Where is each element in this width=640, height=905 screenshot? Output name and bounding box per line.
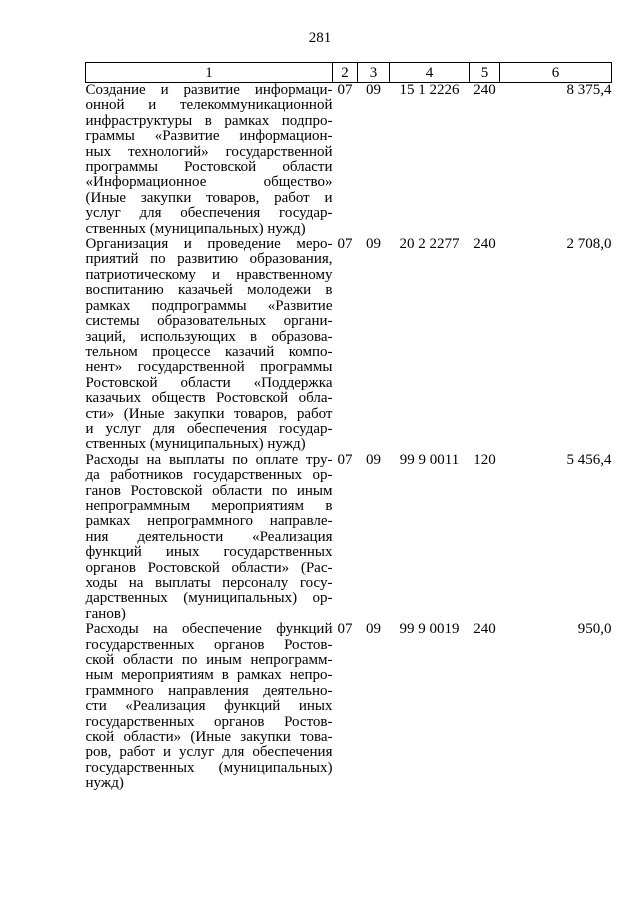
description-line: рамках подпрограммы «Развитие bbox=[85, 297, 333, 314]
description-line: и услуг для обеспечения государ- bbox=[85, 420, 333, 437]
description-line: «Информационное общество» bbox=[85, 174, 333, 191]
description-line: ственных (муниципальных) нужд) bbox=[85, 220, 306, 237]
row-expense-type-code: 240 bbox=[473, 82, 496, 98]
row-section-code: 07 bbox=[337, 236, 353, 253]
row-subsection-code: 09 bbox=[366, 451, 381, 468]
description-line: рамках непрограммного направле- bbox=[85, 513, 333, 530]
description-line: ской области» (Иные закупки това- bbox=[85, 729, 333, 746]
description-line: органов Ростовской области» (Рас- bbox=[85, 559, 333, 576]
row-description bbox=[86, 237, 333, 453]
row-section-code: 07 bbox=[337, 621, 353, 638]
row-target-item-code: 15 1 2226 bbox=[399, 82, 460, 98]
row-subsection-code: 09 bbox=[366, 621, 381, 638]
row-target-item-code: 99 9 0019 bbox=[399, 621, 460, 638]
description-line: Расходы на обеспечение функций bbox=[85, 621, 333, 638]
header-col-3: 3 bbox=[358, 63, 390, 83]
description-line: приятий по развитию образования, bbox=[85, 251, 333, 268]
description-line: дарственных (муниципальных) ор- bbox=[85, 590, 333, 607]
row-target-item-code: 99 9 0011 bbox=[399, 451, 460, 468]
budget-table bbox=[85, 62, 612, 792]
row-target-item-code: 20 2 2277 bbox=[399, 236, 460, 253]
row-section-code: 07 bbox=[337, 451, 353, 468]
description-line: ской области по иным непрограмм- bbox=[85, 652, 333, 669]
description-line: (Иные закупки товаров, работ и bbox=[85, 189, 333, 206]
row-description bbox=[86, 622, 333, 791]
description-line: непрограммным мероприятиям в bbox=[85, 497, 333, 514]
description-line: казачьих обществ Ростовской обла- bbox=[85, 390, 333, 407]
description-line: услуг для обеспечения государ- bbox=[85, 205, 333, 222]
description-line: ров, работ и услуг для обеспечения bbox=[85, 744, 333, 761]
row-amount: 2 708,0 bbox=[566, 236, 612, 253]
description-line: ганов) bbox=[85, 605, 126, 622]
description-line: инфраструктуры в рамках подпро- bbox=[85, 112, 333, 129]
description-line: государственных органов Ростов- bbox=[85, 636, 333, 653]
description-line: ным мероприятиям в рамках непро- bbox=[85, 667, 333, 684]
description-line: патриотическому и нравственному bbox=[85, 266, 333, 283]
row-subsection-code: 09 bbox=[366, 236, 381, 253]
description-line: программы Ростовской области bbox=[85, 159, 333, 176]
row-amount: 950,0 bbox=[577, 621, 612, 638]
description-line: Ростовской области «Поддержка bbox=[85, 374, 333, 391]
header-col-2: 2 bbox=[333, 63, 358, 83]
description-line: нужд) bbox=[85, 775, 124, 792]
description-line: граммы «Развитие информацион- bbox=[85, 128, 333, 145]
table-row bbox=[86, 622, 612, 791]
row-subsection-code: 09 bbox=[366, 82, 381, 98]
description-line: функций иных государственных bbox=[85, 544, 333, 561]
description-line: сти» (Иные закупки товаров, работ bbox=[85, 405, 333, 422]
row-expense-type-code: 120 bbox=[473, 451, 496, 468]
row-expense-type-code: 240 bbox=[473, 236, 496, 253]
row-description bbox=[86, 83, 333, 238]
description-line: системы образовательных органи- bbox=[85, 313, 333, 330]
row-amount: 5 456,4 bbox=[566, 451, 612, 468]
description-line: онной и телекоммуникационной bbox=[85, 97, 333, 114]
description-line: ственных (муниципальных) нужд) bbox=[85, 436, 306, 453]
description-line: заций, использующих в образова- bbox=[85, 328, 333, 345]
description-line: государственных (муниципальных) bbox=[85, 759, 333, 776]
header-col-4: 4 bbox=[390, 63, 470, 83]
description-line: сти «Реализация функций иных bbox=[85, 698, 333, 715]
description-line: тельном процессе казачий компо- bbox=[85, 343, 333, 360]
description-line: воспитанию казачьей молодежи в bbox=[85, 282, 333, 299]
description-line: ходы на выплаты персоналу госу- bbox=[85, 575, 333, 591]
table-row bbox=[86, 237, 612, 453]
header-row bbox=[86, 63, 612, 83]
row-description bbox=[86, 453, 333, 622]
row-section-code: 07 bbox=[337, 82, 353, 98]
description-line: государственных органов Ростов- bbox=[85, 713, 333, 730]
table-row bbox=[86, 453, 612, 622]
description-line: Расходы на выплаты по оплате тру- bbox=[85, 451, 333, 468]
row-amount: 8 375,4 bbox=[566, 82, 612, 98]
description-line: да работников государственных ор- bbox=[85, 467, 333, 484]
description-line: нент» государственной программы bbox=[85, 359, 333, 376]
table-row bbox=[86, 83, 612, 238]
page-number: 281 bbox=[308, 30, 332, 46]
description-line: Организация и проведение меро- bbox=[85, 236, 333, 253]
header-col-6: 6 bbox=[500, 63, 612, 83]
description-line: Создание и развитие информаци- bbox=[85, 82, 333, 98]
description-line: граммного направления деятельно- bbox=[85, 682, 333, 699]
description-line: ных технологий» государственной bbox=[85, 143, 333, 160]
description-line: ния деятельности «Реализация bbox=[85, 528, 333, 545]
header-col-5: 5 bbox=[470, 63, 500, 83]
description-line: ганов Ростовской области по иным bbox=[85, 482, 333, 499]
row-expense-type-code: 240 bbox=[473, 621, 496, 638]
header-col-1: 1 bbox=[86, 63, 333, 83]
